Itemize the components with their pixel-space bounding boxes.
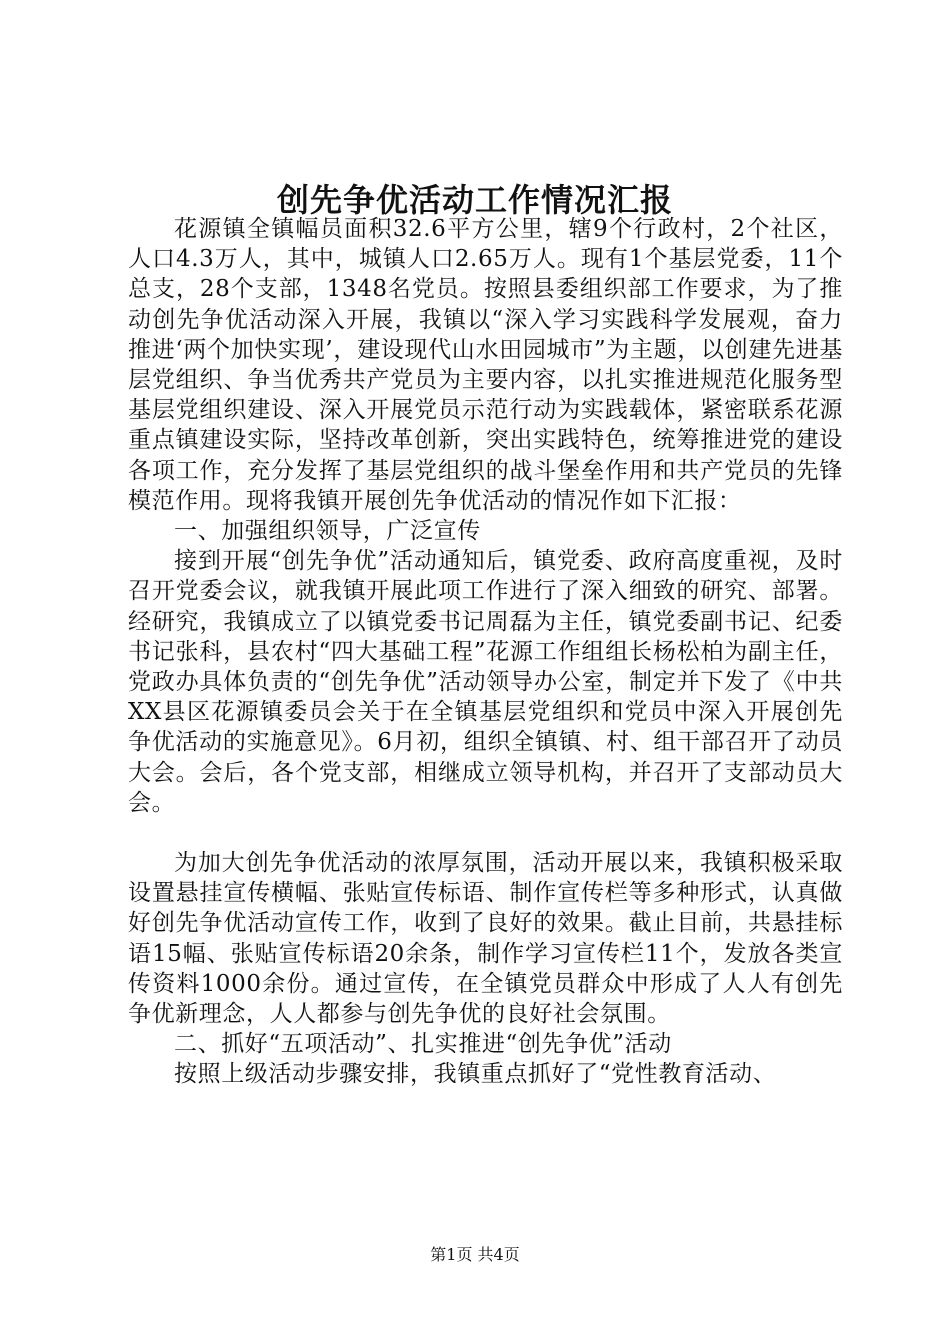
paragraph-organization: 接到开展“创先争优”活动通知后，镇党委、政府高度重视，及时召开党委会议，就我镇开展此项工作进行了深入细致的研究、部署。经研究，我镇成立了以镇党委书记周磊为主任，镇党委副书记、纪委书记张科，县农村“四大基础工程”花源工作组组长杨松柏为副主任，党政办具体负责的“创先争优”活动领导办公室，制定并下发了《中共XX县区花源镇委员会关于在全镇基层党组织和党员中深入开展创先争优活动的实施意见》。6月初，组织全镇镇、村、组干部召开了动员大会。会后，各个党支部，相继成立领导机构，并召开了支部动员大会。	[128, 548, 843, 816]
section-heading-2: 二、抓好“五项活动”、扎实推进“创先争优”活动	[174, 1031, 672, 1058]
document-body	[128, 214, 843, 1090]
page-number-footer: 第1页 共4页	[430, 1245, 520, 1264]
document-title: 创先争优活动工作情况汇报	[276, 181, 673, 219]
section-heading-1: 一、加强组织领导，广泛宣传	[174, 518, 481, 545]
paragraph-activities: 按照上级活动步骤安排，我镇重点抓好了“党性教育活动、	[174, 1061, 777, 1088]
paragraph-intro: 花源镇全镇幅员面积32.6平方公里，辖9个行政村，2个社区，人口4.3万人，其中，城镇人口2.65万人。现有1个基层党委，11个总支，28个支部，1348名党员。按照县委组织部工作要求，为了推动创先争优活动深入开展，我镇以“深入学习实践科学发展观，奋力推进‘两个加快实现’，建设现代山水田园城市”为主题，以创建先进基层党组织、争当优秀共产党员为主要内容，以扎实推进规范化服务型基层党组织建设、深入开展党员示范行动为实践载体，紧密联系花源重点镇建设实际，坚持改革创新，突出实践特色，统筹推进党的建设各项工作，充分发挥了基层党组织的战斗堡垒作用和共产党员的先锋模范作用。现将我镇开展创先争优活动的情况作如下汇报：	[128, 216, 843, 514]
paragraph-publicity: 为加大创先争优活动的浓厚氛围，活动开展以来，我镇积极采取设置悬挂宣传横幅、张贴宣传标语、制作宣传栏等多种形式，认真做好创先争优活动宣传工作，收到了良好的效果。截止目前，共悬挂标语15幅、张贴宣传标语20余条，制作学习宣传栏11个，发放各类宣传资料1000余份。通过宣传，在全镇党员群众中形成了人人有创先争优新理念，人人都参与创先争优的良好社会氛围。	[128, 850, 843, 1028]
